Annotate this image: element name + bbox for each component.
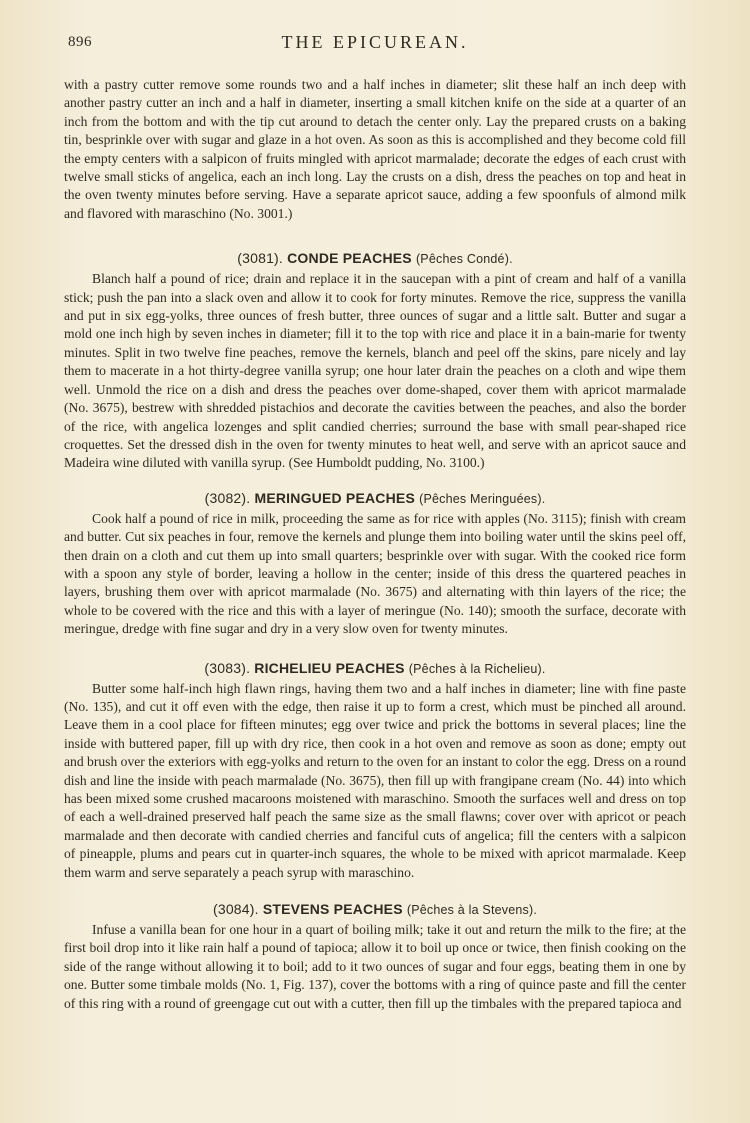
- recipe-name: STEVENS PEACHES: [262, 901, 403, 918]
- recipe-body-3084: Infuse a vanilla bean for one hour in a quart of boiling milk; take it out and return the milk to the fire; at the first boil drop into it like rain half a pound of tapioca; allow it to boil up once or twice, then finish cooking on the side of the range without allowing it to boil; add to it two ounces of sugar and four eggs, beating them in one by one. Butter some timbale molds (No. 1, Fig. 137), cover the bottoms with a ring of quince paste and fill the center of this ring with a round of greengage cut out with a cutter, then fill up the timbales with the prepared tapioca and: [64, 922, 686, 1011]
- recipe-name: CONDE PEACHES: [287, 250, 412, 267]
- running-head: [64, 30, 686, 64]
- recipe-name: RICHELIEU PEACHES: [254, 659, 405, 676]
- running-title: THE EPICUREAN.: [281, 32, 469, 52]
- recipe-number: (3084).: [212, 901, 259, 918]
- recipe-body-3081: Blanch half a pound of rice; drain and replace it in the saucepan with a pint of cream and half of a vanilla stick; push the pan into a slack oven and allow it to cook for forty minutes. Remove the rice, suppress the vanilla and put in six egg-yolks, three ounces of fresh butter, three ounces of sugar and a little salt. Butter and sugar a mold one inch high by seven inches in diameter; fill it to the top with rice and place it in a bain-marie for twenty minutes. Split in two twelve fine peaches, remove the kernels, blanch and peel off the skins, pare nicely and lay them to macerate in a hot thirty-degree vanilla syrup; one hour later drain the peaches on a cloth and wipe them well. Unmold the rice on a dish and dress the peaches over dome-shaped, cover them with apricot marmalade (No. 3675), bestrew with shredded pistachios and decorate the cavities between the peaches, and also the border of the rice, with angelica lozenges and split candied cherries; surround the base with small pear-shaped rice croquettes. Set the dressed dish in the oven for twenty minutes to heat well, and serve with an apricot sauce and Madeira wine diluted with vanilla syrup. (See Humboldt pudding, No. 3100.): [64, 271, 686, 471]
- recipe-number: (3081).: [237, 250, 284, 267]
- page-number: 896: [68, 34, 92, 50]
- recipe-french-name: (Pêches à la Richelieu).: [408, 661, 546, 676]
- recipe-french-name: (Pêches à la Stevens).: [406, 903, 538, 918]
- recipe-heading-3083: [64, 659, 686, 678]
- recipe-french-name: (Pêches Condé).: [415, 252, 513, 267]
- continued-paragraph: with a pastry cutter remove some rounds two and a half inches in diameter; slit these half an inch deep with another pastry cutter an inch and a half in diameter, inserting a small kitchen knife on the side at a quarter of an inch from the bottom and with the tip cut around to detach the center only. Lay the prepared crusts on a baking tin, besprinkle over with sugar and glaze in a hot oven. As soon as this is accomplished and they become cold fill the empty centers with a salpicon of fruits mingled with apricot marmalade; decorate the edges of each crust with twelve small sticks of angelica, each an inch long. Lay the crusts on a dish, dress the peaches on top and heat in the oven twenty minutes before serving. Have a separate apricot sauce, adding a few spoonfuls of almond milk and flavored with maraschino (No. 3001.): [64, 77, 686, 221]
- recipe-heading-3084: [64, 900, 686, 919]
- recipe-heading-3081: [64, 249, 686, 268]
- recipe-body-3082: Cook half a pound of rice in milk, proceeding the same as for rice with apples (No. 3115); finish with cream and butter. Cut six peaches in four, remove the kernels and plunge them into boiling water until the skins peel off, then drain on a cloth and cut them up into small quarters; besprinkle over with sugar. With the cooked rice form with a spoon any style of border, leaving a hollow in the center; inside of this dress the quartered peaches in layers, brushing them over with apricot marmalade (No. 3675) and alternating with thin layers of the rice; the whole to be covered with the rice and this with a layer of meringue (No. 140); smooth the surface, decorate with meringue, dredge with fine sugar and dry in a very slow oven for twenty minutes.: [64, 510, 686, 637]
- recipe-heading-3082: [64, 489, 686, 508]
- recipe-number: (3083).: [204, 659, 251, 676]
- recipe-body-3083: Butter some half-inch high flawn rings, having them two and a half inches in diameter; line with fine paste (No. 135), and cut it off even with the edge, then raise it up to form a crest, which must be pinched all around. Leave them in a cool place for fifteen minutes; egg over twice and prick the bottoms in several places; line the inside with buttered paper, fill up with dry rice, then cook in a hot oven and remove as soon as done; empty out and brush over the exteriors with egg-yolks and return to the oven for an instant to color the egg. Dress on a round dish and line the inside with peach marmalade (No. 3675), then fill up with frangipane cream (No. 44) into which has been mixed some crushed macaroons moistened with maraschino. Smooth the surfaces well and dress on top of each a well-drained preserved half peach the same size as the small flawns; cover over with apricot or peach marmalade and then decorate with candied cherries and fanciful cuts of angelica; fill the centers with a salpicon of pineapple, plums and pears cut in quarter-inch squares, the whole to be mixed with apricot marmalade. Keep them warm and serve separately a peach syrup with maraschino.: [64, 680, 686, 880]
- recipe-name: MERINGUED PEACHES: [254, 489, 415, 506]
- recipe-number: (3082).: [204, 489, 251, 506]
- recipe-french-name: (Pêches Meringuées).: [419, 491, 546, 506]
